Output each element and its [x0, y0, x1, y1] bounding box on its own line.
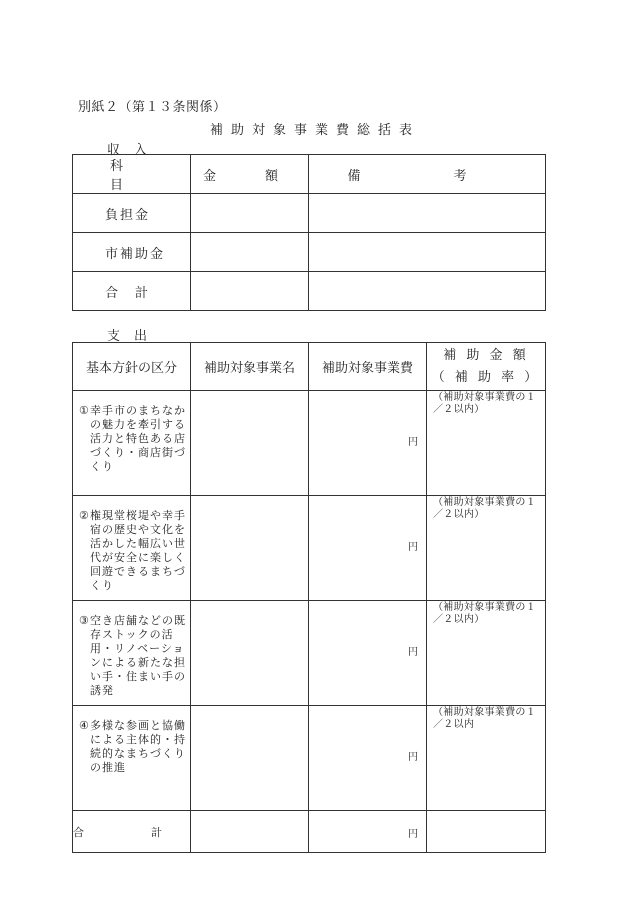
- yen-unit: 円: [408, 829, 418, 840]
- expense-header-category: 基本方針の区分: [73, 343, 191, 391]
- income-row-city-subsidy: [73, 233, 546, 272]
- yen-unit: 円: [408, 752, 418, 763]
- category-number: ③: [79, 614, 89, 627]
- expense-row-project-name: [191, 706, 309, 811]
- expense-row-1: [73, 391, 546, 496]
- expense-row-category: [73, 496, 191, 601]
- category-text: 幸手市のまちなかの魅力を牽引する活力と特色ある店づくり・商店街づくり: [90, 404, 186, 473]
- category-text: 空き店舗などの既存ストックの活用・リノベーションによる新たな担い手・住まい手の誘発: [90, 614, 186, 697]
- document-title: 補助対象事業費総括表: [209, 123, 420, 138]
- expense-section-label: 支出: [107, 329, 162, 344]
- expense-header-subsidy-amount: [427, 343, 546, 391]
- category-number: ②: [79, 509, 89, 522]
- expense-row-rate-note: （補助対象事業費の１／２以内）: [427, 496, 546, 601]
- income-row-amount: [191, 233, 309, 272]
- expense-total-label: 合 計: [73, 811, 191, 853]
- income-header-row: [73, 155, 546, 194]
- expense-header-project-name: 補助対象事業名: [191, 343, 309, 391]
- expense-row-project-name: [191, 391, 309, 496]
- income-row-total: [73, 272, 546, 311]
- income-row-note: [309, 233, 546, 272]
- income-header-subject: 科 目: [73, 155, 191, 194]
- subsidy-amount-label: 補 助 金 額: [443, 347, 529, 363]
- income-row-label: 合 計: [73, 272, 191, 311]
- expense-row-4: [73, 706, 546, 811]
- yen-unit: 円: [408, 437, 418, 448]
- income-row-amount: [191, 194, 309, 233]
- expense-row-project-cost: [309, 706, 427, 811]
- expense-row-3: [73, 601, 546, 706]
- expense-header-row: [73, 343, 546, 391]
- income-row-label: 市補助金: [73, 233, 191, 272]
- category-text: 権現堂桜堤や幸手宿の歴史や文化を活かした幅広い世代が安全に楽しく回遊できるまちづくり: [90, 509, 186, 592]
- appendix-label: 別紙２（第１３条関係）: [78, 100, 227, 115]
- income-row-note: [309, 272, 546, 311]
- income-row-note: [309, 194, 546, 233]
- expense-total-cost: [309, 811, 427, 853]
- expense-total-subsidy: [427, 811, 546, 853]
- income-header-amount: 金 額: [191, 155, 309, 194]
- expense-row-project-cost: [309, 601, 427, 706]
- expense-total-row: [73, 811, 546, 853]
- expense-row-project-cost: [309, 391, 427, 496]
- category-number: ①: [79, 404, 89, 417]
- expense-row-project-cost: [309, 496, 427, 601]
- expense-row-category: [73, 391, 191, 496]
- expense-row-category: [73, 601, 191, 706]
- expense-row-category: [73, 706, 191, 811]
- expense-row-rate-note: （補助対象事業費の１／２以内）: [427, 391, 546, 496]
- expense-row-rate-note: （補助対象事業費の１／２以内: [427, 706, 546, 811]
- income-header-remarks: 備 考: [309, 155, 546, 194]
- subsidy-rate-label: （ 補 助 率 ）: [431, 369, 541, 385]
- income-section-label: 収入: [107, 143, 162, 158]
- expense-table: [72, 342, 546, 853]
- expense-row-project-name: [191, 601, 309, 706]
- category-number: ④: [79, 719, 89, 732]
- income-table: [72, 154, 546, 311]
- category-text: 多様な参画と協働による主体的・持続的なまちづくりの推進: [90, 719, 186, 774]
- expense-row-project-name: [191, 496, 309, 601]
- yen-unit: 円: [408, 542, 418, 553]
- expense-total-project-name: [191, 811, 309, 853]
- income-row-amount: [191, 272, 309, 311]
- expense-row-2: [73, 496, 546, 601]
- expense-header-project-cost: 補助対象事業費: [309, 343, 427, 391]
- expense-row-rate-note: （補助対象事業費の１／２以内）: [427, 601, 546, 706]
- income-row-label: 負担金: [73, 194, 191, 233]
- income-row-contribution: [73, 194, 546, 233]
- yen-unit: 円: [408, 647, 418, 658]
